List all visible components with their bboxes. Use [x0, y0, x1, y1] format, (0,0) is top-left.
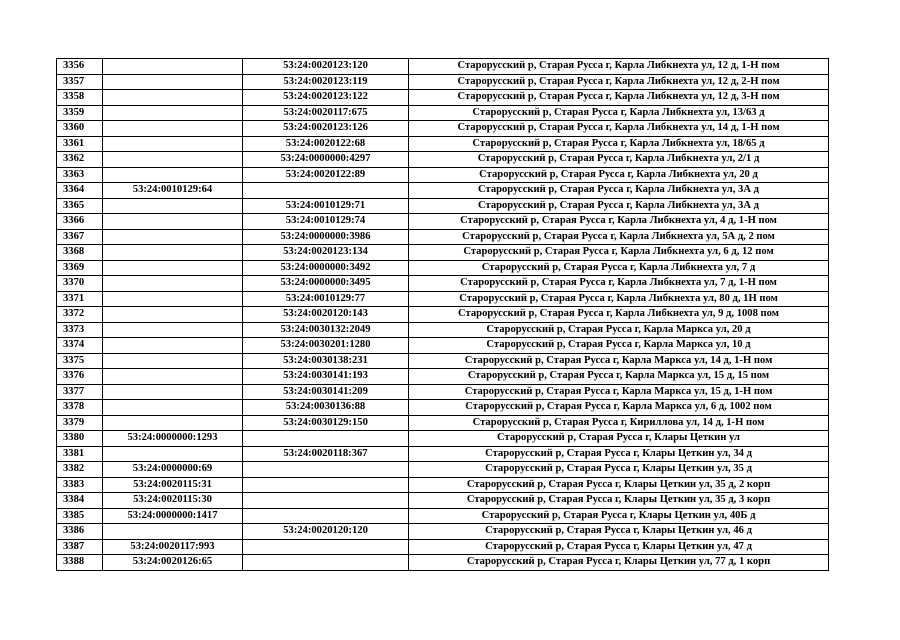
cadastral-number-cell: [103, 245, 243, 261]
row-number-cell: 3383: [57, 477, 103, 493]
cadastral-number-alt-cell: [243, 493, 409, 509]
row-number-cell: 3360: [57, 121, 103, 137]
address-cell: Старорусский р, Старая Русса г, Карла Либкнехта ул, 20 д: [409, 167, 829, 183]
cadastral-number-alt-cell: [243, 183, 409, 199]
cadastral-number-alt-cell: 53:24:0030129:150: [243, 415, 409, 431]
table-row: [57, 291, 829, 307]
row-number-cell: 3378: [57, 400, 103, 416]
table-row: [57, 245, 829, 261]
cadastral-number-alt-cell: 53:24:0020123:134: [243, 245, 409, 261]
cadastral-number-cell: 53:24:0020126:65: [103, 555, 243, 571]
cadastral-number-cell: [103, 446, 243, 462]
cadastral-number-alt-cell: [243, 555, 409, 571]
row-number-cell: 3364: [57, 183, 103, 199]
row-number-cell: 3381: [57, 446, 103, 462]
cadastral-number-alt-cell: 53:24:0010129:71: [243, 198, 409, 214]
cadastral-number-cell: [103, 167, 243, 183]
cadastral-number-cell: 53:24:0020115:31: [103, 477, 243, 493]
row-number-cell: 3373: [57, 322, 103, 338]
address-cell: Старорусский р, Старая Русса г, Карла Либкнехта ул, 2/1 д: [409, 152, 829, 168]
cadastral-number-alt-cell: 53:24:0020122:68: [243, 136, 409, 152]
table-row: [57, 338, 829, 354]
cadastral-number-alt-cell: 53:24:0000000:3492: [243, 260, 409, 276]
table-row: [57, 229, 829, 245]
table-row: [57, 524, 829, 540]
table-row: [57, 276, 829, 292]
cadastral-number-cell: [103, 74, 243, 90]
table-row: [57, 198, 829, 214]
cadastral-number-alt-cell: 53:24:0020118:367: [243, 446, 409, 462]
row-number-cell: 3387: [57, 539, 103, 555]
row-number-cell: 3372: [57, 307, 103, 323]
cadastral-number-alt-cell: 53:24:0030141:193: [243, 369, 409, 385]
address-cell: Старорусский р, Старая Русса г, Карла Либкнехта ул, 14 д, 1-Н пом: [409, 121, 829, 137]
row-number-cell: 3388: [57, 555, 103, 571]
row-number-cell: 3356: [57, 59, 103, 75]
table-row: [57, 555, 829, 571]
cadastral-number-cell: [103, 400, 243, 416]
address-cell: Старорусский р, Старая Русса г, Кириллова ул, 14 д, 1-Н пом: [409, 415, 829, 431]
table-row: [57, 59, 829, 75]
table-body: [57, 59, 829, 571]
cadastral-number-alt-cell: 53:24:0000000:3495: [243, 276, 409, 292]
cadastral-number-cell: [103, 338, 243, 354]
cadastral-number-cell: [103, 152, 243, 168]
address-cell: Старорусский р, Старая Русса г, Карла Либкнехта ул, 13/63 д: [409, 105, 829, 121]
cadastral-number-cell: [103, 229, 243, 245]
cadastral-number-alt-cell: 53:24:0020117:675: [243, 105, 409, 121]
address-cell: Старорусский р, Старая Русса г, Карла Маркса ул, 14 д, 1-Н пом: [409, 353, 829, 369]
address-cell: Старорусский р, Старая Русса г, Карла Маркса ул, 20 д: [409, 322, 829, 338]
cadastral-number-alt-cell: 53:24:0010129:77: [243, 291, 409, 307]
cadastral-number-cell: [103, 524, 243, 540]
cadastral-number-alt-cell: 53:24:0020120:120: [243, 524, 409, 540]
cadastral-number-alt-cell: [243, 462, 409, 478]
address-cell: Старорусский р, Старая Русса г, Карла Либкнехта ул, 6 д, 12 пом: [409, 245, 829, 261]
cadastral-number-cell: 53:24:0020115:30: [103, 493, 243, 509]
cadastral-number-cell: [103, 322, 243, 338]
address-cell: Старорусский р, Старая Русса г, Карла Либкнехта ул, 18/65 д: [409, 136, 829, 152]
cadastral-number-alt-cell: 53:24:0020122:89: [243, 167, 409, 183]
row-number-cell: 3380: [57, 431, 103, 447]
row-number-cell: 3361: [57, 136, 103, 152]
address-cell: Старорусский р, Старая Русса г, Клары Цеткин ул, 77 д, 1 корп: [409, 555, 829, 571]
cadastral-number-cell: [103, 121, 243, 137]
address-cell: Старорусский р, Старая Русса г, Карла Маркса ул, 6 д, 1002 пом: [409, 400, 829, 416]
table-row: [57, 369, 829, 385]
table-row: [57, 508, 829, 524]
table-row: [57, 446, 829, 462]
address-cell: Старорусский р, Старая Русса г, Клары Цеткин ул, 35 д: [409, 462, 829, 478]
row-number-cell: 3362: [57, 152, 103, 168]
cadastral-number-alt-cell: 53:24:0030132:2049: [243, 322, 409, 338]
row-number-cell: 3366: [57, 214, 103, 230]
cadastral-number-alt-cell: 53:24:0030136:88: [243, 400, 409, 416]
table-row: [57, 152, 829, 168]
address-cell: Старорусский р, Старая Русса г, Карла Маркса ул, 15 д, 15 пом: [409, 369, 829, 385]
cadastral-number-cell: [103, 369, 243, 385]
address-cell: Старорусский р, Старая Русса г, Карла Либкнехта ул, 3А д: [409, 198, 829, 214]
row-number-cell: 3384: [57, 493, 103, 509]
row-number-cell: 3375: [57, 353, 103, 369]
row-number-cell: 3379: [57, 415, 103, 431]
cadastral-number-cell: [103, 105, 243, 121]
cadastral-number-cell: [103, 198, 243, 214]
row-number-cell: 3382: [57, 462, 103, 478]
cadastral-number-alt-cell: 53:24:0030138:231: [243, 353, 409, 369]
address-cell: Старорусский р, Старая Русса г, Карла Либкнехта ул, 7 д, 1-Н пом: [409, 276, 829, 292]
table-row: [57, 183, 829, 199]
cadastral-number-alt-cell: 53:24:0020123:119: [243, 74, 409, 90]
table-row: [57, 384, 829, 400]
row-number-cell: 3357: [57, 74, 103, 90]
address-cell: Старорусский р, Старая Русса г, Карла Либкнехта ул, 7 д: [409, 260, 829, 276]
table-row: [57, 493, 829, 509]
address-cell: Старорусский р, Старая Русса г, Карла Либкнехта ул, 5А д, 2 пом: [409, 229, 829, 245]
cadastral-number-cell: [103, 59, 243, 75]
cadastral-number-alt-cell: [243, 508, 409, 524]
table-row: [57, 74, 829, 90]
table-row: [57, 260, 829, 276]
cadastral-number-cell: 53:24:0000000:1417: [103, 508, 243, 524]
row-number-cell: 3371: [57, 291, 103, 307]
row-number-cell: 3376: [57, 369, 103, 385]
address-cell: Старорусский р, Старая Русса г, Карла Либкнехта ул, 4 д, 1-Н пом: [409, 214, 829, 230]
cadastral-number-alt-cell: 53:24:0010129:74: [243, 214, 409, 230]
address-cell: Старорусский р, Старая Русса г, Карла Либкнехта ул, 12 д, 3-Н пом: [409, 90, 829, 106]
address-cell: Старорусский р, Старая Русса г, Клары Цеткин ул, 46 д: [409, 524, 829, 540]
row-number-cell: 3386: [57, 524, 103, 540]
cadastral-number-cell: [103, 415, 243, 431]
property-register-page: [56, 58, 829, 571]
table-row: [57, 415, 829, 431]
cadastral-number-cell: 53:24:0020117:993: [103, 539, 243, 555]
cadastral-number-alt-cell: 53:24:0020123:120: [243, 59, 409, 75]
row-number-cell: 3363: [57, 167, 103, 183]
table-row: [57, 90, 829, 106]
row-number-cell: 3377: [57, 384, 103, 400]
cadastral-number-cell: [103, 214, 243, 230]
cadastral-number-cell: [103, 260, 243, 276]
cadastral-number-alt-cell: 53:24:0030141:209: [243, 384, 409, 400]
address-cell: Старорусский р, Старая Русса г, Клары Цеткин ул, 40Б д: [409, 508, 829, 524]
table-row: [57, 400, 829, 416]
address-cell: Старорусский р, Старая Русса г, Карла Либкнехта ул, 9 д, 1008 пом: [409, 307, 829, 323]
cadastral-number-cell: 53:24:0010129:64: [103, 183, 243, 199]
row-number-cell: 3374: [57, 338, 103, 354]
cadastral-number-cell: [103, 276, 243, 292]
address-cell: Старорусский р, Старая Русса г, Клары Цеткин ул, 34 д: [409, 446, 829, 462]
row-number-cell: 3359: [57, 105, 103, 121]
cadastral-number-alt-cell: [243, 431, 409, 447]
cadastral-number-cell: 53:24:0000000:69: [103, 462, 243, 478]
table-row: [57, 167, 829, 183]
table-row: [57, 121, 829, 137]
address-cell: Старорусский р, Старая Русса г, Клары Цеткин ул, 35 д, 2 корп: [409, 477, 829, 493]
table-row: [57, 105, 829, 121]
address-cell: Старорусский р, Старая Русса г, Карла Либкнехта ул, 3А д: [409, 183, 829, 199]
row-number-cell: 3358: [57, 90, 103, 106]
table-row: [57, 322, 829, 338]
cadastral-number-cell: [103, 136, 243, 152]
table-row: [57, 539, 829, 555]
cadastral-number-cell: [103, 353, 243, 369]
address-cell: Старорусский р, Старая Русса г, Карла Либкнехта ул, 12 д, 1-Н пом: [409, 59, 829, 75]
table-row: [57, 353, 829, 369]
table-row: [57, 431, 829, 447]
table-row: [57, 307, 829, 323]
cadastral-number-alt-cell: 53:24:0020123:126: [243, 121, 409, 137]
cadastral-number-cell: 53:24:0000000:1293: [103, 431, 243, 447]
table-row: [57, 136, 829, 152]
property-register-table: [56, 58, 829, 571]
address-cell: Старорусский р, Старая Русса г, Карла Либкнехта ул, 80 д, 1Н пом: [409, 291, 829, 307]
row-number-cell: 3369: [57, 260, 103, 276]
row-number-cell: 3368: [57, 245, 103, 261]
cadastral-number-alt-cell: 53:24:0030201:1280: [243, 338, 409, 354]
cadastral-number-cell: [103, 384, 243, 400]
cadastral-number-alt-cell: [243, 539, 409, 555]
address-cell: Старорусский р, Старая Русса г, Клары Цеткин ул, 35 д, 3 корп: [409, 493, 829, 509]
cadastral-number-cell: [103, 307, 243, 323]
address-cell: Старорусский р, Старая Русса г, Клары Цеткин ул, 47 д: [409, 539, 829, 555]
cadastral-number-alt-cell: [243, 477, 409, 493]
table-row: [57, 477, 829, 493]
address-cell: Старорусский р, Старая Русса г, Клары Цеткин ул: [409, 431, 829, 447]
address-cell: Старорусский р, Старая Русса г, Карла Либкнехта ул, 12 д, 2-Н пом: [409, 74, 829, 90]
address-cell: Старорусский р, Старая Русса г, Карла Маркса ул, 15 д, 1-Н пом: [409, 384, 829, 400]
cadastral-number-cell: [103, 291, 243, 307]
cadastral-number-alt-cell: 53:24:0020123:122: [243, 90, 409, 106]
table-row: [57, 214, 829, 230]
row-number-cell: 3370: [57, 276, 103, 292]
cadastral-number-cell: [103, 90, 243, 106]
cadastral-number-alt-cell: 53:24:0020120:143: [243, 307, 409, 323]
cadastral-number-alt-cell: 53:24:0000000:3986: [243, 229, 409, 245]
row-number-cell: 3367: [57, 229, 103, 245]
row-number-cell: 3365: [57, 198, 103, 214]
row-number-cell: 3385: [57, 508, 103, 524]
address-cell: Старорусский р, Старая Русса г, Карла Маркса ул, 10 д: [409, 338, 829, 354]
table-row: [57, 462, 829, 478]
cadastral-number-alt-cell: 53:24:0000000:4297: [243, 152, 409, 168]
